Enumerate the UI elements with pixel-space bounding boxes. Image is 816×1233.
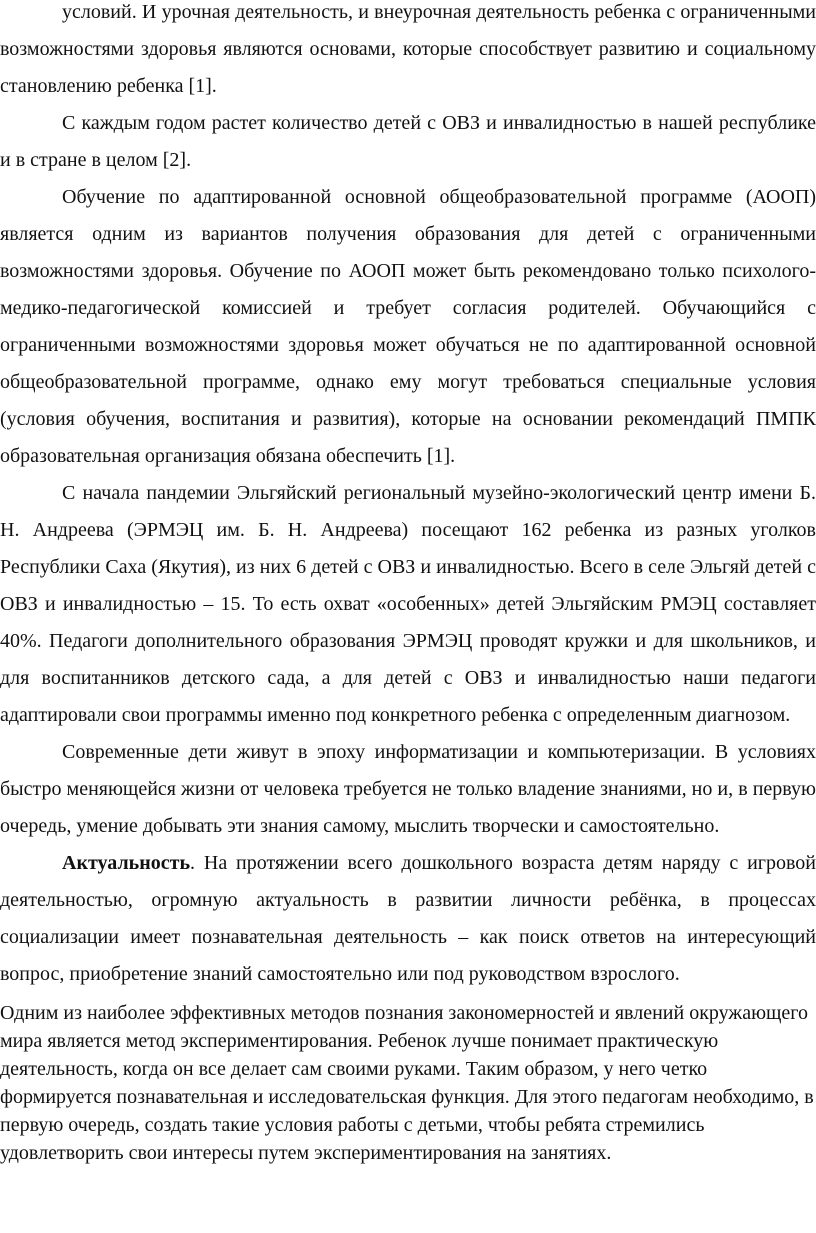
paragraph-modern-children: Современные дети живут в эпоху информатизации и компьютеризации. В условиях быстро меняющейся жизни от человека требуется не только владение знаниями, но и, в первую очередь, умение добывать эти знания самому, мыслить творчески и самостоятельно. [0, 741, 816, 837]
paragraph-ermec: С начала пандемии Эльгяйский региональный музейно-экологический центр имени Б. Н. Андреева (ЭРМЭЦ им. Б. Н. Андреева) посещают 162 ребенка из разных уголков Республики Саха (Якутия), из них 6 детей с ОВЗ и инвалидностью. Всего в селе Эльгяй детей с ОВЗ и инвалидностью – 15. То есть охват «особенных» детей Эльгяйским РМЭЦ составляет 40%. Педагоги дополнительного образования ЭРМЭЦ проводят кружки и для школьников, и для воспитанников детского сада, а для детей с ОВЗ и инвалидностью наши педагоги адаптировали свои программы именно под конкретного ребенка с определенным диагнозом. [0, 482, 816, 726]
paragraph-continuation: условий. И урочная деятельность, и внеурочная деятельность ребенка с ограниченными возможностями здоровья являются основами, которые способствует развитию и социальному становлению ребенка [1]. [0, 1, 816, 97]
relevance-text: . На протяжении всего дошкольного возраста детям наряду с игровой деятельностью, огромную актуальность в развитии личности ребёнка, в процессах социализации имеет познавательная деятельность – как поиск ответов на интересующий вопрос, приобретение знаний самостоятельно или под руководством взрослого. [0, 852, 816, 985]
paragraph-ovz-growth: С каждым годом растет количество детей с ОВЗ и инвалидностью в нашей республике и в стране в целом [2]. [0, 112, 816, 171]
paragraph-relevance [0, 845, 816, 993]
paragraph-experimentation: Одним из наиболее эффективных методов познания закономерностей и явлений окружающего мира является метод экспериментирования. Ребенок лучше понимает практическую деятельность, когда он все делает сам своими руками. Таким образом, у него четко формируется познавательная и исследовательская функция. Для этого педагогам необходимо, в первую очередь, создать такие условия работы с детьми, чтобы ребята стремились удовлетворить свои интересы путем экспериментирования на занятиях. [0, 1002, 814, 1164]
paragraph-aoop: Обучение по адаптированной основной общеобразовательной программе (АООП) является одним из вариантов получения образования для детей с ограниченными возможностями здоровья. Обучение по АООП может быть рекомендовано только психолого-медико-педагогической комиссией и требует согласия родителей. Обучающийся с ограниченными возможностями здоровья может обучаться не по адаптированной основной общеобразовательной программе, однако ему могут требоваться специальные условия (условия обучения, воспитания и развития), которые на основании рекомендаций ПМПК образовательная организация обязана обеспечить [1]. [0, 186, 816, 467]
relevance-heading: Актуальность [62, 852, 191, 874]
